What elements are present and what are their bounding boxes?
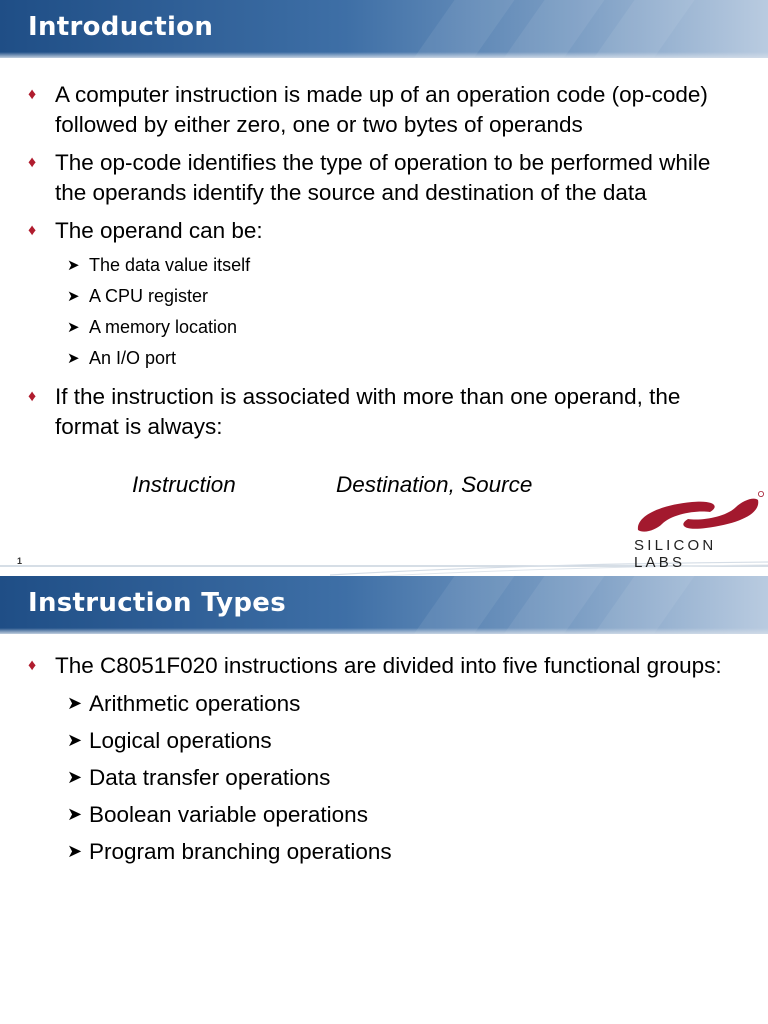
list-item xyxy=(0,651,768,870)
bullet-text: A computer instruction is made up of an operation code (op-code) followed by either zero, one or two bytes of operands xyxy=(55,82,708,137)
list-item xyxy=(55,685,744,722)
diamond-bullet-icon: ♦ xyxy=(28,388,37,405)
title-bar xyxy=(0,576,768,634)
sub-bullet-text: Boolean variable operations xyxy=(89,802,368,827)
bullet-list xyxy=(0,651,768,878)
list-item xyxy=(0,148,768,208)
list-item xyxy=(55,250,744,281)
sub-bullet-list xyxy=(55,685,744,870)
list-item xyxy=(55,796,744,833)
arrow-bullet-icon: ➤ xyxy=(67,288,80,305)
title-bar xyxy=(0,0,768,58)
arrow-bullet-icon: ➤ xyxy=(67,350,80,367)
instruction-format xyxy=(132,472,532,498)
bullet-text: The operand can be: xyxy=(55,218,263,243)
diamond-bullet-icon: ♦ xyxy=(28,86,37,103)
bullet-text: The C8051F020 instructions are divided into five functional groups: xyxy=(55,653,722,678)
bullet-text: The op-code identifies the type of operation to be performed while the operands identify the source and destination of the data xyxy=(55,150,711,205)
diamond-bullet-icon: ♦ xyxy=(28,222,37,239)
arrow-bullet-icon: ➤ xyxy=(67,841,83,861)
list-item xyxy=(55,722,744,759)
sub-bullet-text: Arithmetic operations xyxy=(89,691,301,716)
sub-bullet-list xyxy=(55,250,744,374)
arrow-bullet-icon: ➤ xyxy=(67,767,83,787)
bullet-text: If the instruction is associated with more than one operand, the format is always: xyxy=(55,384,681,439)
format-instruction: Instruction xyxy=(132,472,236,497)
format-operands: Destination, Source xyxy=(336,472,533,497)
list-item xyxy=(55,833,744,870)
list-item xyxy=(0,80,768,140)
slide-title: Introduction xyxy=(28,12,214,42)
sub-bullet-text: Logical operations xyxy=(89,728,272,753)
arrow-bullet-icon: ➤ xyxy=(67,319,80,336)
sub-bullet-text: A CPU register xyxy=(89,286,209,306)
arrow-bullet-icon: ➤ xyxy=(67,257,80,274)
list-item xyxy=(55,312,744,343)
list-item xyxy=(55,281,744,312)
arrow-bullet-icon: ➤ xyxy=(67,804,83,824)
list-item xyxy=(0,216,768,374)
sub-bullet-text: An I/O port xyxy=(89,348,177,368)
logo-text: SILICON LABS xyxy=(634,537,717,571)
diamond-bullet-icon: ♦ xyxy=(28,154,37,171)
list-item xyxy=(55,759,744,796)
bullet-list xyxy=(0,80,768,450)
slide-title: Instruction Types xyxy=(28,588,287,618)
diamond-bullet-icon: ♦ xyxy=(28,657,37,674)
sub-bullet-text: Data transfer operations xyxy=(89,765,331,790)
list-item xyxy=(55,343,744,374)
page-number: 1 xyxy=(17,556,23,566)
arrow-bullet-icon: ➤ xyxy=(67,693,83,713)
sub-bullet-text: A memory location xyxy=(89,317,238,337)
arrow-bullet-icon: ➤ xyxy=(67,730,83,750)
sub-bullet-text: The data value itself xyxy=(89,255,251,275)
list-item xyxy=(0,382,768,442)
slide-instruction-types xyxy=(0,576,768,1024)
sub-bullet-text: Program branching operations xyxy=(89,839,392,864)
